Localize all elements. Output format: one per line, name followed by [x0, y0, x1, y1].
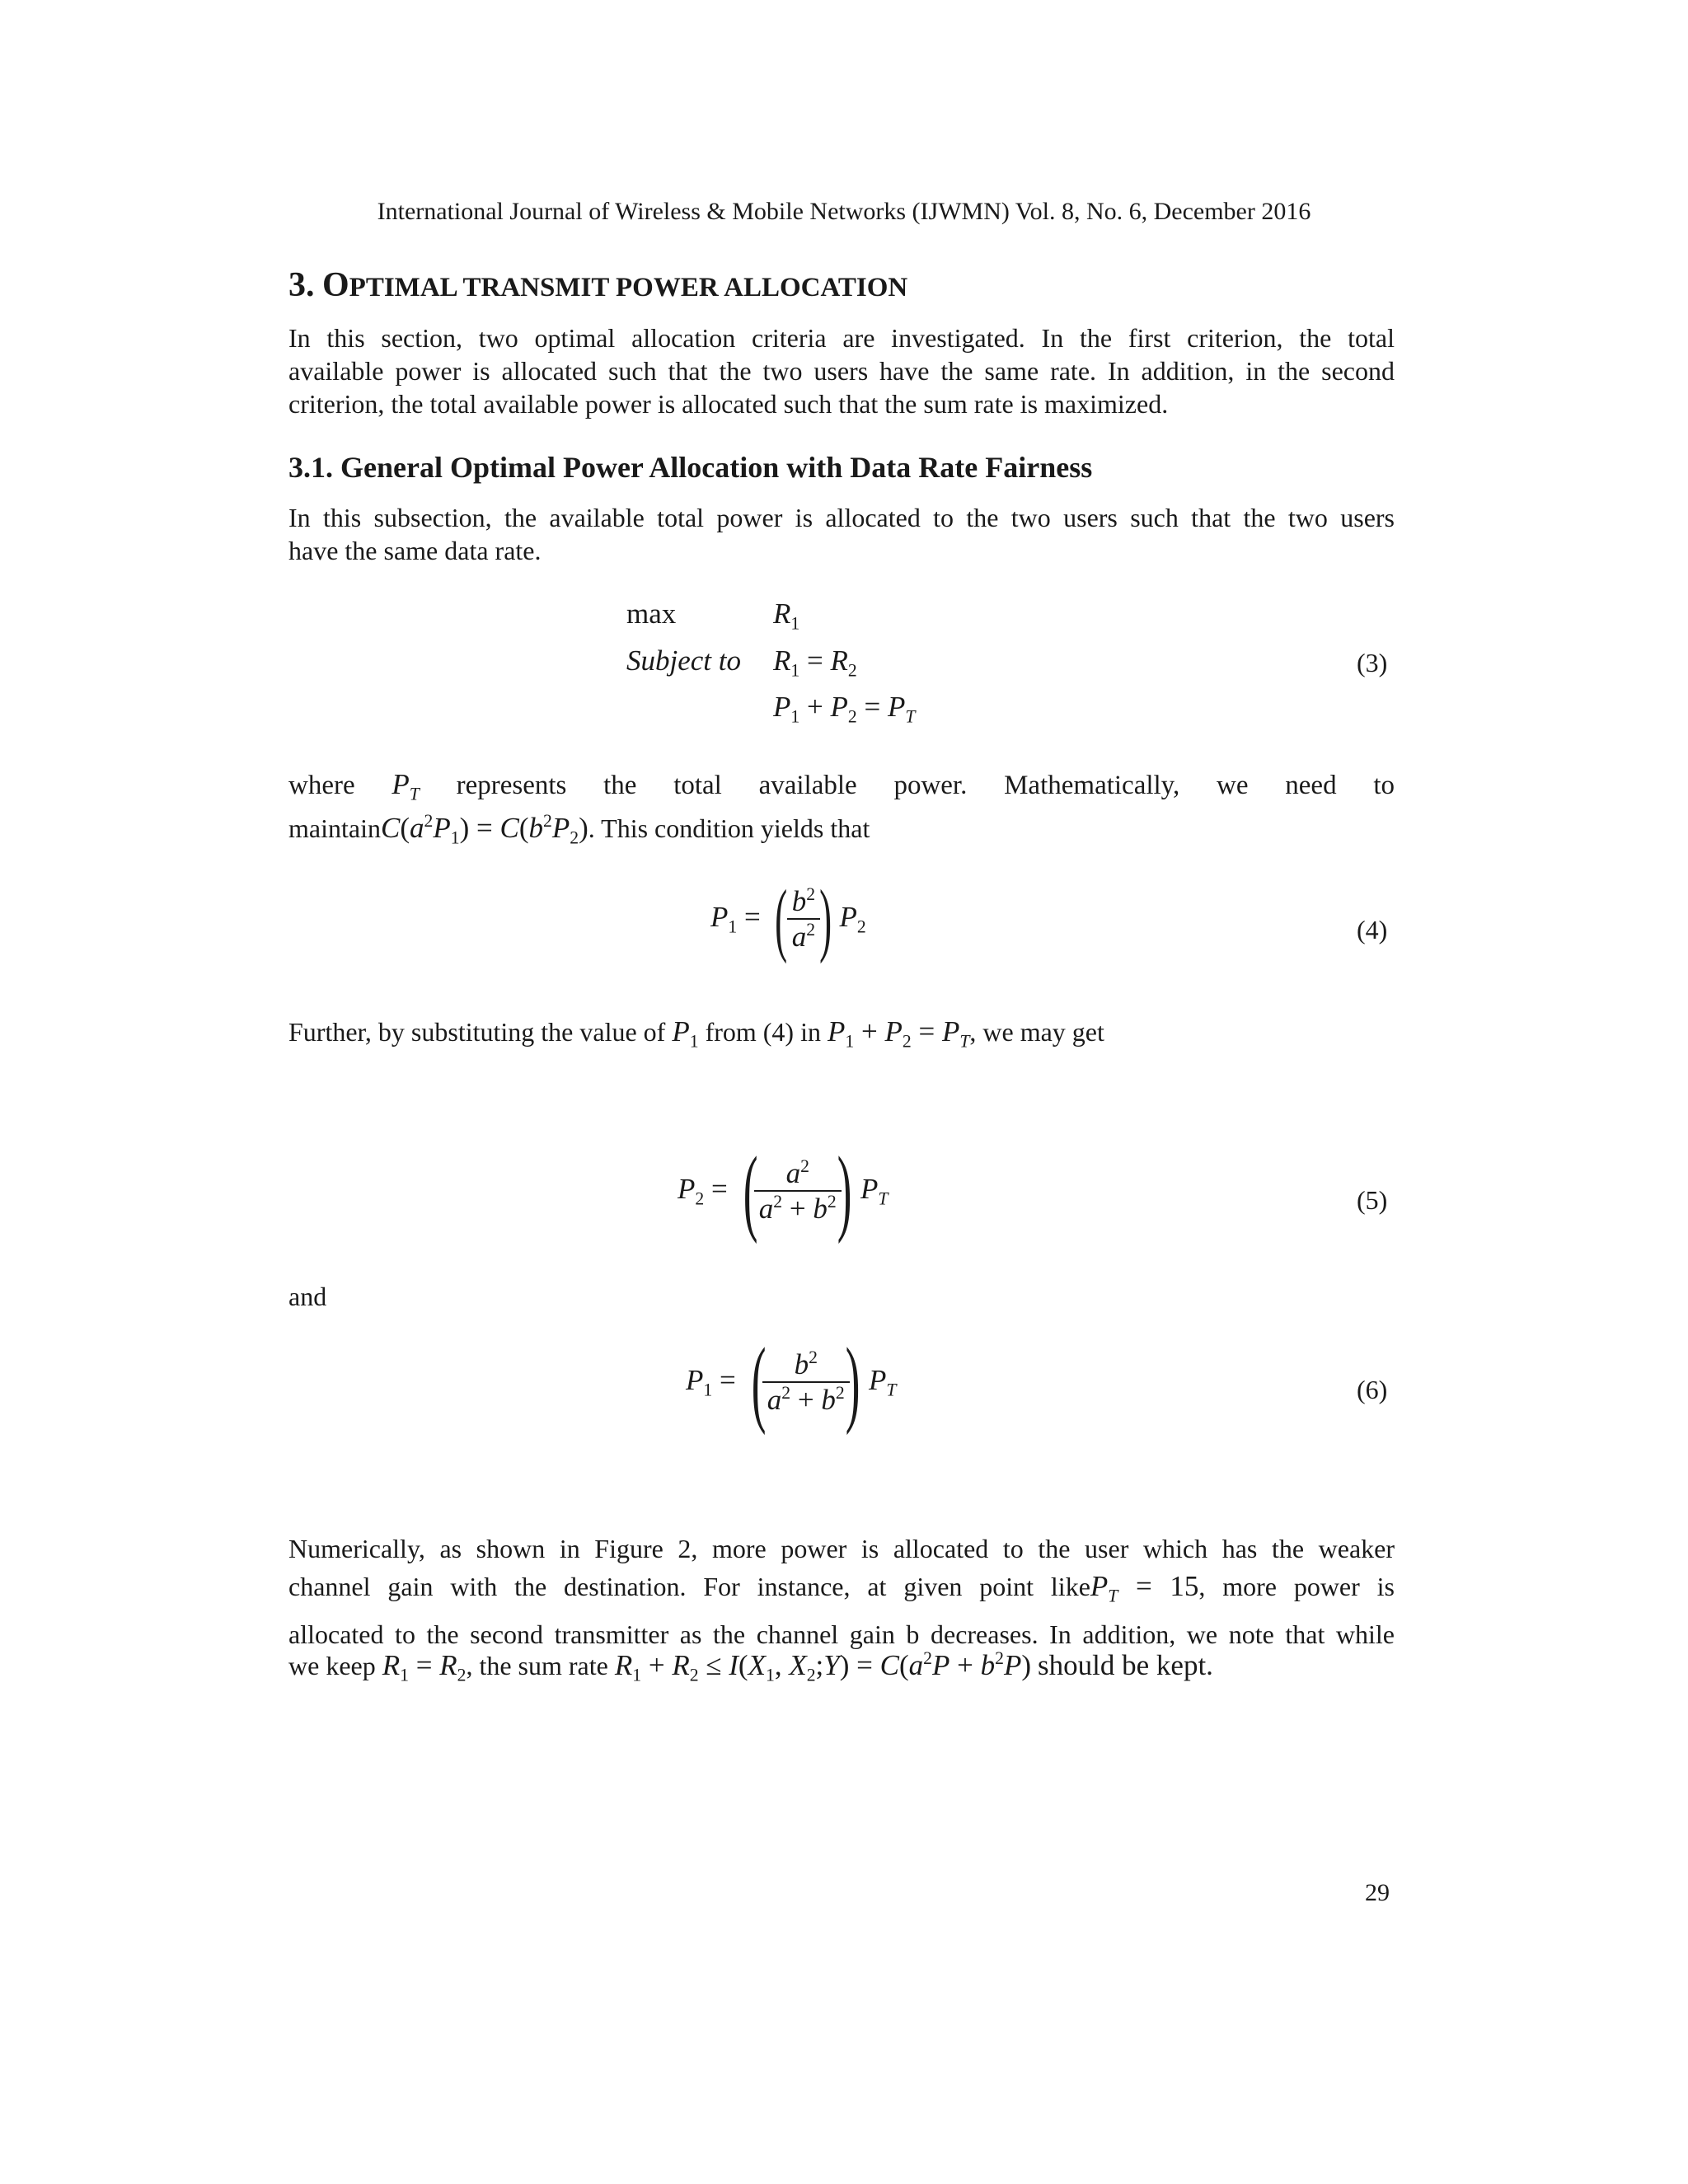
subsection-title: 3.1. General Optimal Power Allocation with Data Rate Fairness [288, 451, 1093, 484]
eq5: $P_2$ = ( $\frac{a^2}{a^2 + b^2}$ ) $P_T$ [678, 1137, 889, 1244]
pt-value: 15 [1170, 1570, 1199, 1602]
eq4: $P_1$ = ( $\frac{b^2}{a^2}$ ) $P_2$ [710, 873, 866, 964]
further-text: from (4) in [705, 1017, 821, 1047]
page-number: 29 [1365, 1879, 1390, 1906]
numerically-line: allocated to the second transmitter as the channel gain b decreases. In addition, we note that while [288, 1619, 1395, 1649]
running-header: International Journal of Wireless & Mobile Networks (IJWMN) Vol. 8, No. 6, December 2016 [377, 198, 1311, 225]
intro-paragraph [288, 321, 1395, 420]
pt-symbol: $P_T$ [392, 768, 420, 804]
section-title-initial: O [322, 266, 349, 304]
maintain-line [288, 811, 870, 849]
subsection-line: have the same data rate. [288, 536, 542, 565]
word: need [1285, 771, 1337, 800]
word: the [603, 771, 637, 800]
word: available [758, 771, 857, 800]
intro-line: criterion, the total available power is allocated such that the sum rate is maximized. [288, 389, 1169, 419]
eq5-number: (5) [1357, 1185, 1388, 1215]
eq3-constraint-power: $P_1 + P_2 = P_T$ [773, 691, 916, 727]
section-title-rest: PTIMAL TRANSMIT POWER ALLOCATION [349, 273, 908, 302]
eq3-objective: $R_1$ [773, 598, 800, 634]
subsection-line: In this subsection, the available total power is allocated to the two users such that the two users [288, 503, 1395, 532]
eq4-number: (4) [1357, 915, 1388, 944]
where-line [288, 768, 1395, 811]
maintain-word: maintain [288, 813, 381, 844]
pt-value-expression: $P_T = 15$ [1090, 1570, 1199, 1606]
further-line [288, 1015, 1104, 1052]
numerically-paragraph [288, 1530, 1395, 1653]
section-title [288, 265, 907, 305]
word: total [673, 771, 722, 800]
intro-line: available power is allocated such that the two users have the same rate. In addition, in the second [288, 356, 1395, 386]
sum-rate-text: , the sum rate [466, 1651, 608, 1681]
eq6-number: (6) [1357, 1375, 1388, 1404]
eq3-max-label: max [626, 598, 677, 630]
word: power. [893, 771, 968, 800]
sum-rate-text: we keep [288, 1651, 376, 1681]
eq3-subject-to: Subject to [626, 644, 741, 677]
condition-expression: $C(a^2P_1) = C(b^2P_2)$ [380, 811, 588, 848]
eq3-number: (3) [1357, 648, 1388, 677]
sum-power-expression: $P_1 + P_2 = P_T$ [827, 1015, 970, 1052]
rate-equality-expression: $R_1 = R_2$ [382, 1649, 467, 1685]
word: we [1217, 771, 1249, 800]
further-text: Further, by substituting the value of [288, 1017, 666, 1047]
word: to [1373, 771, 1395, 800]
numerically-text: channel gain with the destination. For instance, at given point like [288, 1572, 1090, 1601]
p1-symbol: $P_1$ [672, 1015, 699, 1052]
numerically-text: , more power is [1198, 1572, 1395, 1601]
word: Mathematically, [1004, 771, 1180, 800]
word: where [288, 771, 355, 800]
and-text: and [288, 1282, 327, 1311]
section-number: 3. [288, 266, 315, 304]
subsection-paragraph [288, 501, 1395, 567]
sum-rate-line [288, 1648, 1213, 1686]
intro-line: In this section, two optimal allocation criteria are investigated. In the first criterion, the total [288, 323, 1395, 353]
eq3-constraint-rate: $R_1 = R_2$ [773, 644, 857, 681]
numerically-line: Numerically, as shown in Figure 2, more power is allocated to the user which has the weaker [288, 1534, 1395, 1563]
numerically-line [288, 1568, 1395, 1615]
sum-rate-text: should be kept. [1038, 1649, 1213, 1682]
eq6: $P_1$ = ( $\frac{b^2}{a^2 + b^2}$ ) $P_T$ [686, 1328, 897, 1436]
word: represents [456, 771, 567, 800]
condition-tail: . This condition yields that [588, 813, 870, 844]
sum-rate-expression: $R_1 + R_2 \le I(X_1$, $X_2;Y) = C(a^2P + b^2P)$ [614, 1648, 1032, 1685]
further-text: , we may get [969, 1017, 1104, 1047]
